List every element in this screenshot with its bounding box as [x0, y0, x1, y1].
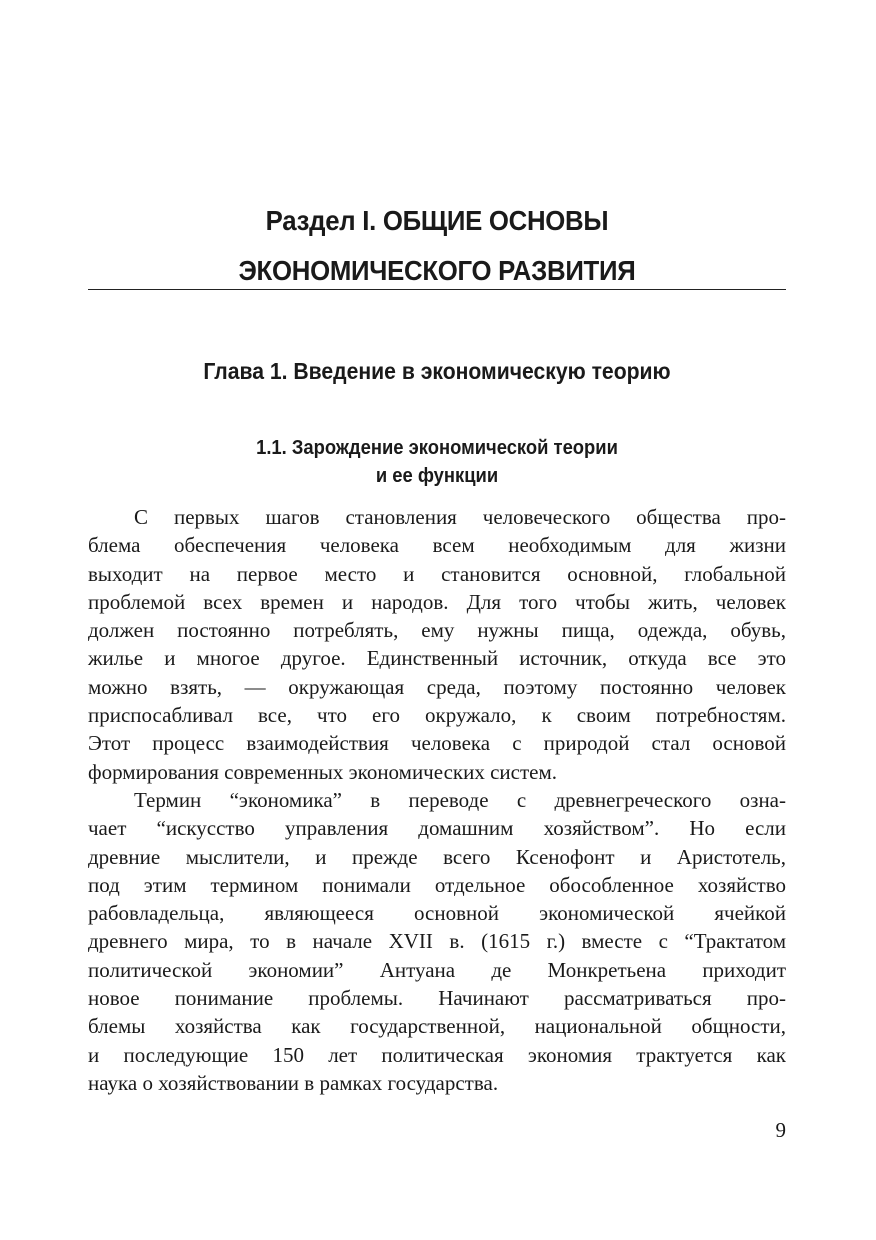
text-line: древнего мира, то в начале XVII в. (1615 г.) вместе с “Трактатом [88, 929, 786, 954]
paragraph-2 [88, 786, 786, 1097]
section-title-line-2: ЭКОНОМИЧЕСКОГО РАЗВИТИЯ [238, 255, 636, 286]
text-line: проблемой всех времен и народов. Для того чтобы жить, человек [88, 589, 786, 614]
text-line: блемы хозяйства как государственной, национальной общности, [88, 1014, 786, 1039]
text-line: жилье и многое другое. Единственный источник, откуда все это [88, 646, 786, 671]
subsection-title [116, 434, 758, 490]
text-line: должен постоянно потреблять, ему нужны пища, одежда, обувь, [88, 618, 786, 643]
paragraph-1 [88, 503, 786, 786]
text-line: формирования современных экономических систем. [88, 759, 558, 784]
text-line: С первых шагов становления человеческого общества про- [134, 505, 786, 529]
text-line: наука о хозяйствовании в рамках государства. [88, 1070, 499, 1095]
text-line: политической экономии” Антуана де Монкретьена приходит [88, 957, 786, 982]
text-line: выходит на первое место и становится основной, глобальной [88, 561, 786, 586]
page-number: 9 [775, 1118, 786, 1142]
text-line: Этот процесс взаимодействия человека с природой стал основой [88, 731, 786, 756]
subsection-title-line-1: 1.1. Зарождение экономической теории [256, 437, 618, 459]
section-divider [88, 289, 786, 290]
text-line: Термин “экономика” в переводе с древнегреческого озна- [134, 787, 786, 812]
section-title-line-1: Раздел I. ОБЩИЕ ОСНОВЫ [265, 205, 609, 236]
text-line: новое понимание проблемы. Начинают рассматриваться про- [88, 986, 786, 1011]
text-line: и последующие 150 лет политическая экономия трактуется как [88, 1042, 786, 1067]
body-text [88, 503, 786, 1097]
text-line: под этим термином понимали отдельное обособленное хозяйство [88, 872, 786, 897]
text-line: чает “искусство управления домашним хозяйством”. Но если [88, 816, 786, 841]
text-line: можно взять, — окружающая среда, поэтому постоянно человек [88, 674, 786, 699]
text-line: приспосабливал все, что его окружало, к своим потребностям. [88, 703, 786, 728]
subsection-title-line-2: и ее функции [375, 465, 499, 487]
text-line: блема обеспечения человека всем необходимым для жизни [88, 533, 786, 558]
text-line: древние мыслители, и прежде всего Ксенофонт и Аристотель, [88, 844, 786, 869]
text-line: рабовладельца, являющееся основной экономической ячейкой [88, 901, 786, 926]
section-title [116, 196, 758, 296]
chapter-title: Глава 1. Введение в экономическую теорию [203, 358, 671, 384]
